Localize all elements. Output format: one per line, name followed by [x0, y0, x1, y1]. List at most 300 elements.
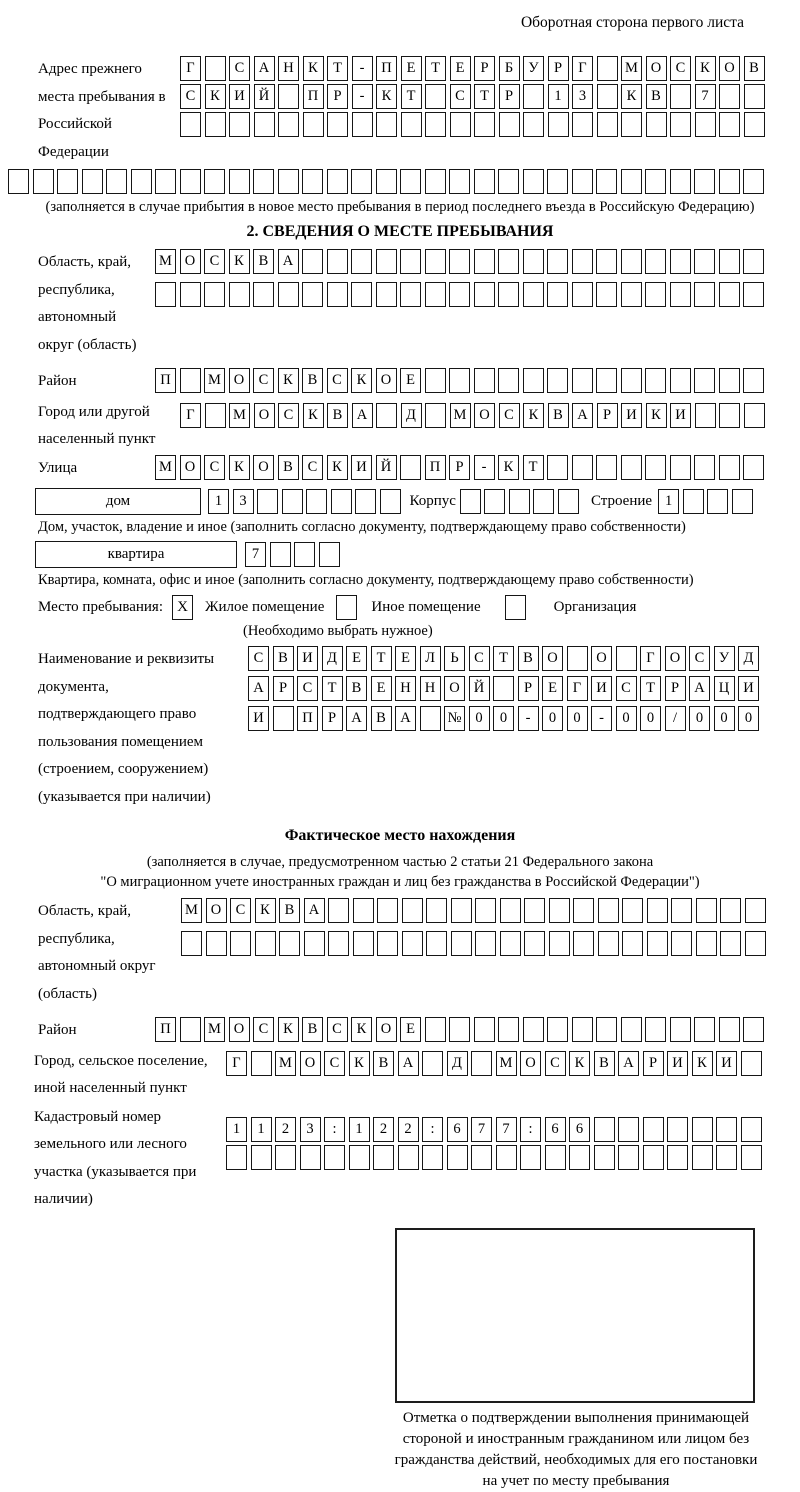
char-cell[interactable]	[351, 282, 372, 307]
char-cell[interactable]: О	[719, 56, 740, 81]
char-cell[interactable]: О	[254, 403, 275, 428]
char-cell[interactable]: О	[520, 1051, 541, 1076]
char-cell[interactable]: Р	[449, 455, 470, 480]
char-cell[interactable]	[741, 1051, 762, 1076]
char-cell[interactable]	[278, 84, 299, 109]
char-cell[interactable]: С	[297, 676, 318, 701]
char-cell[interactable]	[572, 1017, 593, 1042]
char-cell[interactable]	[57, 169, 78, 194]
char-cell[interactable]: О	[376, 1017, 397, 1042]
char-cell[interactable]	[569, 1145, 590, 1170]
char-cell[interactable]: И	[351, 455, 372, 480]
char-cell[interactable]: С	[204, 455, 225, 480]
char-cell[interactable]: 1	[226, 1117, 247, 1142]
char-cell[interactable]	[328, 898, 349, 923]
char-cell[interactable]: Р	[643, 1051, 664, 1076]
char-cell[interactable]	[667, 1117, 688, 1142]
char-cell[interactable]	[618, 1145, 639, 1170]
char-cell[interactable]	[670, 368, 691, 393]
char-cell[interactable]	[643, 1145, 664, 1170]
char-cell[interactable]	[524, 931, 545, 956]
char-cell[interactable]	[596, 368, 617, 393]
char-cell[interactable]: К	[349, 1051, 370, 1076]
char-cell[interactable]	[474, 368, 495, 393]
char-cell[interactable]: К	[621, 84, 642, 109]
char-cell[interactable]: Ц	[714, 676, 735, 701]
char-cell[interactable]: Р	[597, 403, 618, 428]
char-cell[interactable]: Р	[474, 56, 495, 81]
char-cell[interactable]	[572, 455, 593, 480]
char-cell[interactable]	[523, 84, 544, 109]
char-cell[interactable]	[573, 898, 594, 923]
char-cell[interactable]	[745, 898, 766, 923]
char-cell[interactable]	[353, 931, 374, 956]
char-cell[interactable]	[327, 169, 348, 194]
korpus-row[interactable]	[460, 489, 579, 514]
char-cell[interactable]	[205, 403, 226, 428]
char-cell[interactable]: Р	[548, 56, 569, 81]
char-cell[interactable]	[270, 542, 291, 567]
char-cell[interactable]: К	[255, 898, 276, 923]
char-cell[interactable]: Е	[400, 368, 421, 393]
char-cell[interactable]: 1	[251, 1117, 272, 1142]
char-cell[interactable]	[398, 1145, 419, 1170]
char-cell[interactable]	[229, 169, 250, 194]
char-cell[interactable]	[509, 489, 530, 514]
char-cell[interactable]	[643, 1117, 664, 1142]
apartment-box-label[interactable]: квартира	[35, 541, 237, 568]
char-cell[interactable]: П	[155, 368, 176, 393]
char-cell[interactable]	[303, 112, 324, 137]
char-cell[interactable]: Р	[327, 84, 348, 109]
char-cell[interactable]: И	[670, 403, 691, 428]
char-cell[interactable]: А	[248, 676, 269, 701]
char-cell[interactable]	[695, 112, 716, 137]
char-cell[interactable]	[180, 368, 201, 393]
char-cell[interactable]	[449, 1017, 470, 1042]
char-cell[interactable]	[547, 455, 568, 480]
char-cell[interactable]: С	[253, 1017, 274, 1042]
char-cell[interactable]: 0	[567, 706, 588, 731]
char-cell[interactable]	[622, 931, 643, 956]
char-cell[interactable]	[278, 169, 299, 194]
char-cell[interactable]	[596, 1017, 617, 1042]
char-cell[interactable]	[647, 898, 668, 923]
apartment-number-row[interactable]	[245, 542, 340, 567]
char-cell[interactable]: 7	[695, 84, 716, 109]
prev-address-row-1[interactable]	[180, 56, 765, 81]
char-cell[interactable]: П	[376, 56, 397, 81]
char-cell[interactable]: Й	[469, 676, 490, 701]
char-cell[interactable]: Т	[493, 646, 514, 671]
char-cell[interactable]	[741, 1117, 762, 1142]
char-cell[interactable]: Е	[346, 646, 367, 671]
char-cell[interactable]	[425, 169, 446, 194]
char-cell[interactable]: №	[444, 706, 465, 731]
char-cell[interactable]	[426, 931, 447, 956]
char-cell[interactable]: И	[738, 676, 759, 701]
char-cell[interactable]: 0	[469, 706, 490, 731]
char-cell[interactable]	[707, 489, 728, 514]
char-cell[interactable]: Л	[420, 646, 441, 671]
char-cell[interactable]: К	[351, 368, 372, 393]
char-cell[interactable]	[460, 489, 481, 514]
char-cell[interactable]	[425, 112, 446, 137]
prev-address-row-4[interactable]	[8, 169, 792, 194]
char-cell[interactable]	[572, 112, 593, 137]
char-cell[interactable]: К	[351, 1017, 372, 1042]
char-cell[interactable]: С	[670, 56, 691, 81]
char-cell[interactable]: О	[474, 403, 495, 428]
char-cell[interactable]: К	[229, 249, 250, 274]
char-cell[interactable]	[275, 1145, 296, 1170]
char-cell[interactable]	[204, 282, 225, 307]
char-cell[interactable]: С	[469, 646, 490, 671]
char-cell[interactable]	[425, 282, 446, 307]
char-cell[interactable]: 1	[208, 489, 229, 514]
char-cell[interactable]	[352, 112, 373, 137]
char-cell[interactable]	[533, 489, 554, 514]
char-cell[interactable]	[402, 898, 423, 923]
char-cell[interactable]	[282, 489, 303, 514]
char-cell[interactable]: С	[180, 84, 201, 109]
char-cell[interactable]: О	[376, 368, 397, 393]
char-cell[interactable]	[302, 169, 323, 194]
oblast-row-1[interactable]	[155, 249, 764, 274]
char-cell[interactable]	[670, 249, 691, 274]
char-cell[interactable]: 1	[349, 1117, 370, 1142]
char-cell[interactable]: В	[302, 368, 323, 393]
char-cell[interactable]	[547, 368, 568, 393]
char-cell[interactable]	[425, 84, 446, 109]
char-cell[interactable]	[380, 489, 401, 514]
char-cell[interactable]	[572, 169, 593, 194]
char-cell[interactable]: С	[545, 1051, 566, 1076]
char-cell[interactable]	[523, 112, 544, 137]
char-cell[interactable]	[300, 1145, 321, 1170]
oblast-row-2[interactable]	[155, 282, 764, 307]
char-cell[interactable]: М	[275, 1051, 296, 1076]
char-cell[interactable]	[719, 403, 740, 428]
char-cell[interactable]: П	[297, 706, 318, 731]
char-cell[interactable]: 7	[245, 542, 266, 567]
char-cell[interactable]	[498, 169, 519, 194]
char-cell[interactable]	[451, 898, 472, 923]
cadastral-row-2[interactable]	[226, 1145, 762, 1170]
char-cell[interactable]	[500, 931, 521, 956]
char-cell[interactable]	[719, 1017, 740, 1042]
char-cell[interactable]: 7	[471, 1117, 492, 1142]
char-cell[interactable]: С	[230, 898, 251, 923]
char-cell[interactable]: 1	[658, 489, 679, 514]
char-cell[interactable]	[694, 169, 715, 194]
char-cell[interactable]: Е	[400, 1017, 421, 1042]
char-cell[interactable]: И	[716, 1051, 737, 1076]
city-row[interactable]	[180, 403, 765, 428]
char-cell[interactable]: И	[591, 676, 612, 701]
char-cell[interactable]	[254, 112, 275, 137]
char-cell[interactable]	[294, 542, 315, 567]
char-cell[interactable]	[694, 455, 715, 480]
char-cell[interactable]	[229, 112, 250, 137]
char-cell[interactable]	[106, 169, 127, 194]
char-cell[interactable]	[667, 1145, 688, 1170]
char-cell[interactable]: О	[180, 455, 201, 480]
char-cell[interactable]: -	[591, 706, 612, 731]
char-cell[interactable]: 0	[689, 706, 710, 731]
char-cell[interactable]: И	[229, 84, 250, 109]
char-cell[interactable]	[621, 169, 642, 194]
char-cell[interactable]	[645, 455, 666, 480]
char-cell[interactable]	[226, 1145, 247, 1170]
char-cell[interactable]	[720, 898, 741, 923]
char-cell[interactable]: В	[278, 455, 299, 480]
stroenie-row[interactable]	[658, 489, 753, 514]
char-cell[interactable]	[279, 931, 300, 956]
char-cell[interactable]: В	[548, 403, 569, 428]
char-cell[interactable]	[670, 169, 691, 194]
char-cell[interactable]: 3	[300, 1117, 321, 1142]
char-cell[interactable]: О	[444, 676, 465, 701]
char-cell[interactable]	[253, 169, 274, 194]
char-cell[interactable]	[331, 489, 352, 514]
char-cell[interactable]	[328, 931, 349, 956]
char-cell[interactable]: В	[594, 1051, 615, 1076]
char-cell[interactable]: К	[205, 84, 226, 109]
char-cell[interactable]	[670, 112, 691, 137]
char-cell[interactable]	[596, 249, 617, 274]
char-cell[interactable]	[484, 489, 505, 514]
char-cell[interactable]	[719, 84, 740, 109]
char-cell[interactable]: С	[450, 84, 471, 109]
char-cell[interactable]: А	[346, 706, 367, 731]
char-cell[interactable]	[425, 249, 446, 274]
char-cell[interactable]: Д	[322, 646, 343, 671]
char-cell[interactable]	[204, 169, 225, 194]
char-cell[interactable]: Г	[180, 403, 201, 428]
char-cell[interactable]	[400, 249, 421, 274]
char-cell[interactable]: К	[327, 455, 348, 480]
char-cell[interactable]	[180, 1017, 201, 1042]
char-cell[interactable]	[155, 169, 176, 194]
char-cell[interactable]	[621, 282, 642, 307]
char-cell[interactable]: Т	[371, 646, 392, 671]
char-cell[interactable]	[426, 898, 447, 923]
document-row-1[interactable]	[248, 646, 759, 671]
char-cell[interactable]	[450, 112, 471, 137]
char-cell[interactable]: Н	[278, 56, 299, 81]
char-cell[interactable]: С	[253, 368, 274, 393]
char-cell[interactable]: И	[667, 1051, 688, 1076]
char-cell[interactable]	[692, 1145, 713, 1170]
char-cell[interactable]: О	[206, 898, 227, 923]
char-cell[interactable]: М	[155, 455, 176, 480]
char-cell[interactable]	[547, 249, 568, 274]
char-cell[interactable]: О	[229, 368, 250, 393]
char-cell[interactable]	[549, 898, 570, 923]
char-cell[interactable]: В	[302, 1017, 323, 1042]
char-cell[interactable]: Д	[447, 1051, 468, 1076]
char-cell[interactable]	[324, 1145, 345, 1170]
char-cell[interactable]	[618, 1117, 639, 1142]
char-cell[interactable]	[181, 931, 202, 956]
char-cell[interactable]: /	[665, 706, 686, 731]
char-cell[interactable]: А	[395, 706, 416, 731]
char-cell[interactable]	[498, 368, 519, 393]
char-cell[interactable]	[719, 112, 740, 137]
char-cell[interactable]	[646, 112, 667, 137]
rayon-row[interactable]	[155, 368, 764, 393]
char-cell[interactable]: В	[646, 84, 667, 109]
char-cell[interactable]	[671, 898, 692, 923]
char-cell[interactable]	[548, 112, 569, 137]
char-cell[interactable]	[229, 282, 250, 307]
char-cell[interactable]: Е	[401, 56, 422, 81]
char-cell[interactable]	[719, 455, 740, 480]
char-cell[interactable]	[425, 1017, 446, 1042]
char-cell[interactable]	[451, 931, 472, 956]
char-cell[interactable]	[694, 368, 715, 393]
char-cell[interactable]: В	[518, 646, 539, 671]
char-cell[interactable]	[327, 249, 348, 274]
char-cell[interactable]	[596, 455, 617, 480]
char-cell[interactable]	[304, 931, 325, 956]
char-cell[interactable]: К	[695, 56, 716, 81]
char-cell[interactable]	[376, 282, 397, 307]
char-cell[interactable]: Т	[640, 676, 661, 701]
char-cell[interactable]	[720, 931, 741, 956]
char-cell[interactable]	[373, 1145, 394, 1170]
char-cell[interactable]	[273, 706, 294, 731]
char-cell[interactable]: К	[278, 1017, 299, 1042]
char-cell[interactable]: К	[303, 403, 324, 428]
char-cell[interactable]: -	[352, 56, 373, 81]
char-cell[interactable]	[696, 898, 717, 923]
char-cell[interactable]	[594, 1145, 615, 1170]
char-cell[interactable]: :	[520, 1117, 541, 1142]
char-cell[interactable]: 2	[373, 1117, 394, 1142]
char-cell[interactable]	[719, 169, 740, 194]
char-cell[interactable]	[474, 249, 495, 274]
char-cell[interactable]: Е	[371, 676, 392, 701]
char-cell[interactable]	[471, 1145, 492, 1170]
char-cell[interactable]	[670, 84, 691, 109]
char-cell[interactable]	[327, 282, 348, 307]
char-cell[interactable]: П	[303, 84, 324, 109]
char-cell[interactable]: 0	[640, 706, 661, 731]
char-cell[interactable]: 0	[738, 706, 759, 731]
char-cell[interactable]	[745, 931, 766, 956]
char-cell[interactable]	[545, 1145, 566, 1170]
char-cell[interactable]	[616, 646, 637, 671]
char-cell[interactable]	[376, 169, 397, 194]
char-cell[interactable]	[670, 282, 691, 307]
char-cell[interactable]: 6	[545, 1117, 566, 1142]
char-cell[interactable]: С	[327, 1017, 348, 1042]
char-cell[interactable]	[206, 931, 227, 956]
char-cell[interactable]	[549, 931, 570, 956]
char-cell[interactable]	[327, 112, 348, 137]
document-row-2[interactable]	[248, 676, 759, 701]
residence-checkbox-inoe[interactable]	[336, 595, 357, 620]
char-cell[interactable]	[474, 1017, 495, 1042]
char-cell[interactable]: К	[278, 368, 299, 393]
char-cell[interactable]	[349, 1145, 370, 1170]
char-cell[interactable]: 2	[275, 1117, 296, 1142]
char-cell[interactable]: Г	[640, 646, 661, 671]
prev-address-row-2[interactable]	[180, 84, 765, 109]
char-cell[interactable]	[449, 169, 470, 194]
char-cell[interactable]: Е	[395, 646, 416, 671]
char-cell[interactable]: 0	[542, 706, 563, 731]
char-cell[interactable]: Г	[180, 56, 201, 81]
char-cell[interactable]: Д	[401, 403, 422, 428]
char-cell[interactable]	[205, 112, 226, 137]
char-cell[interactable]: Р	[518, 676, 539, 701]
char-cell[interactable]	[449, 282, 470, 307]
char-cell[interactable]: В	[279, 898, 300, 923]
char-cell[interactable]: М	[155, 249, 176, 274]
char-cell[interactable]	[597, 84, 618, 109]
char-cell[interactable]	[377, 898, 398, 923]
street-row[interactable]	[155, 455, 764, 480]
residence-checkbox-zhiloe[interactable]: X	[172, 595, 193, 620]
char-cell[interactable]: Г	[567, 676, 588, 701]
char-cell[interactable]: В	[346, 676, 367, 701]
char-cell[interactable]	[719, 368, 740, 393]
char-cell[interactable]: С	[689, 646, 710, 671]
char-cell[interactable]: Т	[322, 676, 343, 701]
char-cell[interactable]	[306, 489, 327, 514]
char-cell[interactable]: О	[646, 56, 667, 81]
char-cell[interactable]	[743, 455, 764, 480]
char-cell[interactable]	[523, 169, 544, 194]
char-cell[interactable]: :	[422, 1117, 443, 1142]
char-cell[interactable]	[500, 898, 521, 923]
char-cell[interactable]	[376, 403, 397, 428]
char-cell[interactable]: Д	[738, 646, 759, 671]
char-cell[interactable]: Р	[273, 676, 294, 701]
char-cell[interactable]	[573, 931, 594, 956]
char-cell[interactable]	[670, 1017, 691, 1042]
char-cell[interactable]	[645, 1017, 666, 1042]
char-cell[interactable]	[621, 1017, 642, 1042]
char-cell[interactable]: С	[302, 455, 323, 480]
char-cell[interactable]	[400, 169, 421, 194]
char-cell[interactable]	[401, 112, 422, 137]
char-cell[interactable]: А	[398, 1051, 419, 1076]
char-cell[interactable]: У	[714, 646, 735, 671]
char-cell[interactable]	[523, 282, 544, 307]
char-cell[interactable]: К	[303, 56, 324, 81]
char-cell[interactable]	[425, 403, 446, 428]
char-cell[interactable]: У	[523, 56, 544, 81]
char-cell[interactable]	[645, 368, 666, 393]
char-cell[interactable]	[355, 489, 376, 514]
char-cell[interactable]	[596, 169, 617, 194]
char-cell[interactable]: М	[181, 898, 202, 923]
char-cell[interactable]	[670, 455, 691, 480]
char-cell[interactable]: 3	[233, 489, 254, 514]
char-cell[interactable]	[420, 706, 441, 731]
char-cell[interactable]	[645, 282, 666, 307]
char-cell[interactable]	[683, 489, 704, 514]
char-cell[interactable]	[447, 1145, 468, 1170]
char-cell[interactable]: К	[229, 455, 250, 480]
char-cell[interactable]	[743, 368, 764, 393]
char-cell[interactable]	[302, 282, 323, 307]
char-cell[interactable]: М	[204, 1017, 225, 1042]
